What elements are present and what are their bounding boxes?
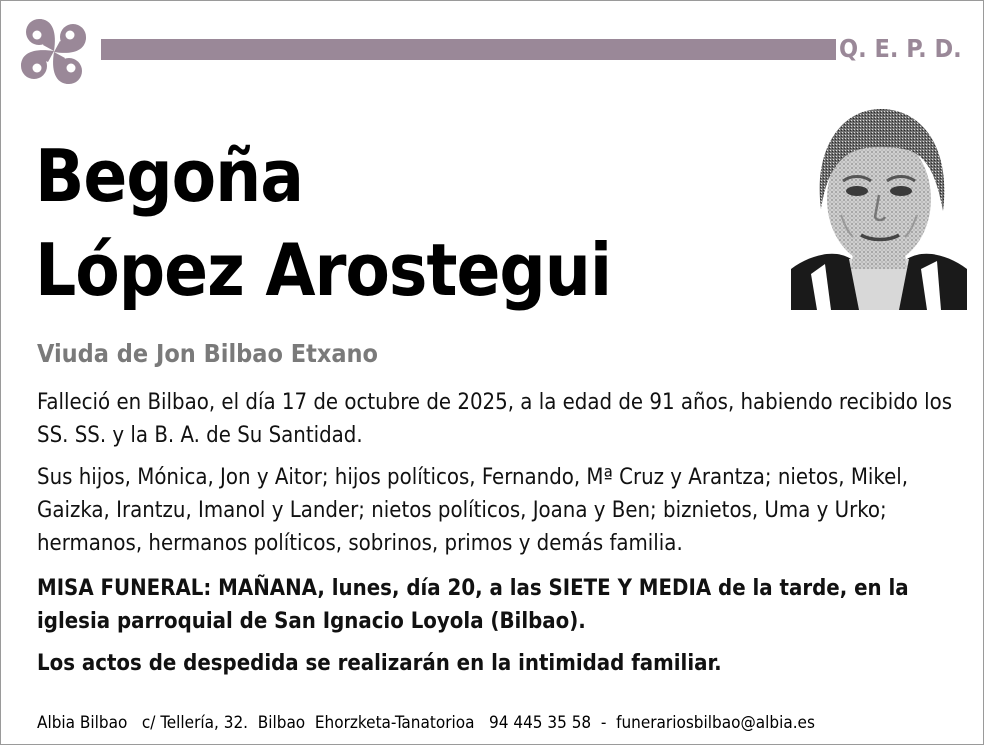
death-announcement: Falleció en Bilbao, el día 17 de octubre de 2025, a la edad de 91 años, habiendo recibido los SS. SS. y la B. A. de Su Santidad.: [37, 390, 953, 448]
qepd-label: Q. E. P. D.: [839, 34, 962, 63]
widow-of-line: Viuda de Jon Bilbao Etxano: [37, 339, 378, 368]
portrait-photo: [791, 99, 967, 310]
header-bar: [101, 39, 836, 60]
funeral-mass-info: MISA FUNERAL: MAÑANA, lunes, día 20, a las SIETE Y MEDIA de la tarde, en la iglesia parroquial de San Ignacio Loyola (Bilbao).: [37, 576, 909, 634]
last-name: López Arostegui: [35, 228, 612, 312]
lauburu-icon: [13, 11, 95, 91]
family-members: Sus hijos, Mónica, Jon y Aitor; hijos políticos, Fernando, Mª Cruz y Arantza; nietos, Mikel, Gaizka, Irantzu, Imanol y Lander; nietos políticos, Joana y Ben; biznietos, Uma y Urko; hermanos, hermanos políticos, sobrinos, primos y demás familia.: [37, 465, 909, 556]
farewell-note: Los actos de despedida se realizarán en la intimidad familiar.: [37, 651, 722, 676]
deceased-name: [35, 129, 611, 317]
funeral-home-footer: Albia Bilbao c/ Tellería, 32. Bilbao Ehorzketa-Tanatorioa 94 445 35 58 - funerariosbilbao@albia.es: [37, 713, 815, 733]
first-name: Begoña: [35, 134, 304, 218]
